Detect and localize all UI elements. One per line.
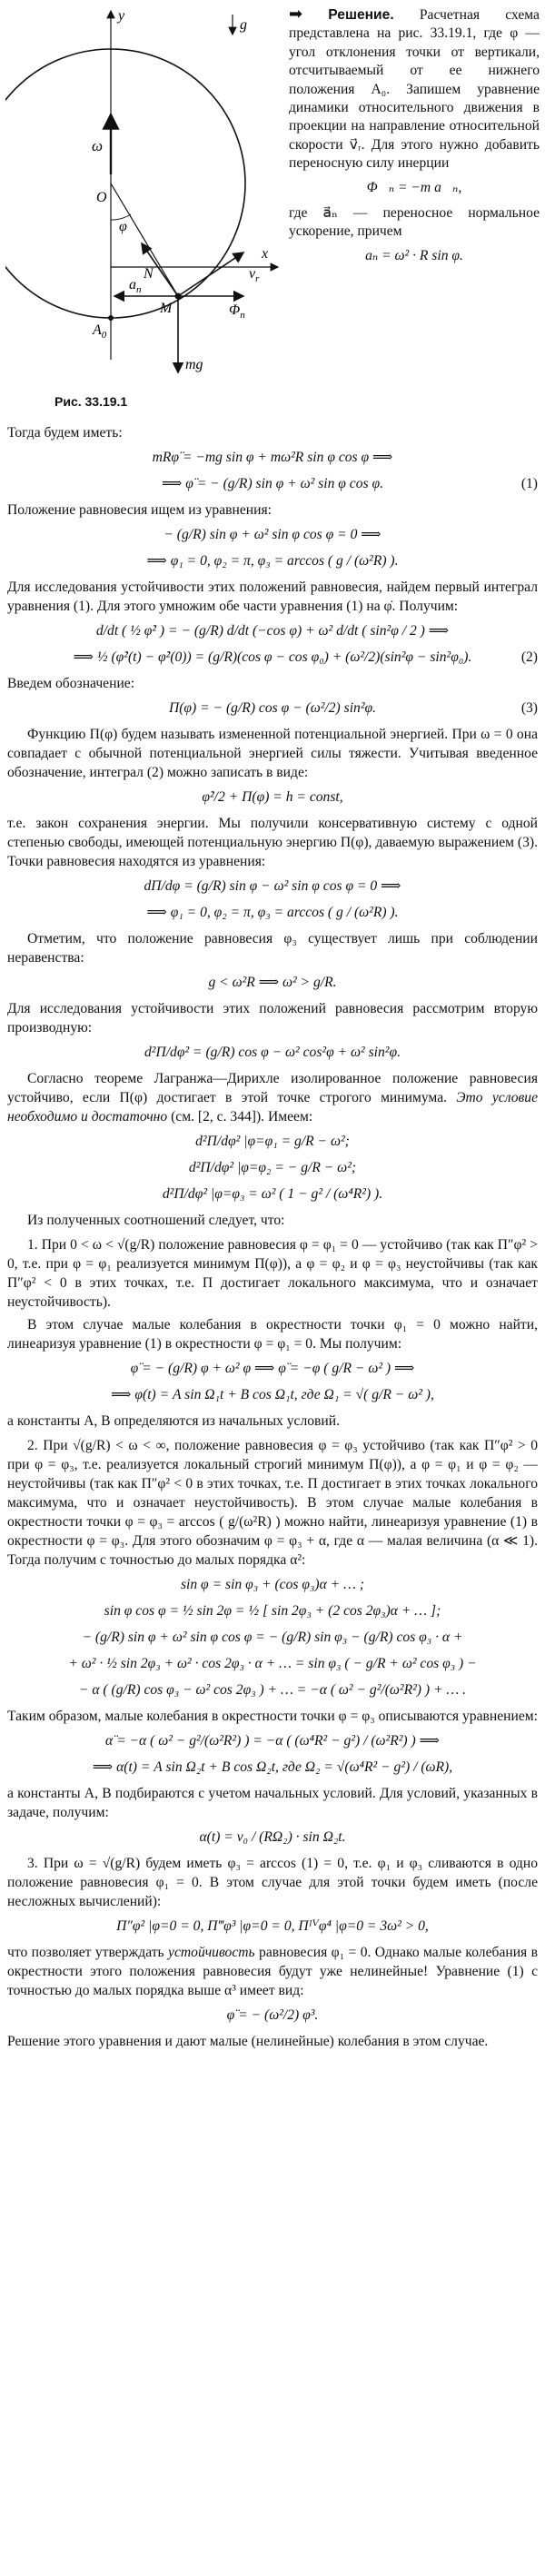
arrow-icon: ➡ xyxy=(289,5,303,24)
point-a0 xyxy=(108,315,114,321)
figure-caption: Рис. 33.19.1 xyxy=(54,394,128,409)
eq-inertia: Φ⃗ₙ = −m a⃗ₙ, xyxy=(366,179,462,195)
emphasis: Это условие необходимо и достаточно xyxy=(7,1090,538,1125)
solution-where: где a⃗ₙ — переносное нормальное ускорение, причем xyxy=(289,205,540,240)
mg-label: mg xyxy=(185,357,203,372)
equation: α̈ = −α ( ω² − g²/(ω²R²) ) = −α ( (ω⁴R² − g²) / (ω²R²) ) ⟹ xyxy=(105,1733,440,1749)
equation: ⟹ φ(t) = A sin Ω₁t + B cos Ω₁t, где Ω₁ = √( g/R − ω² ), xyxy=(111,1387,434,1402)
equation: Π″φ² |φ=0 = 0, Π‴φ³ |φ=0 = 0, Πᴵⱽφ⁴ |φ=0 = 3ω² > 0, xyxy=(116,1918,429,1934)
paragraph: Решение этого уравнения и дают малые (нелинейные) колебания в этом случае. xyxy=(7,2034,489,2049)
origin-label: O xyxy=(96,190,107,205)
equation: − α ( (g/R) cos φ₃ − ω² cos 2φ₃ ) + … = −α ( ω² − g²/(ω²R²) ) + … . xyxy=(78,1682,467,1698)
equation: mRφ̈ = −mg sin φ + mω²R sin φ cos φ ⟹ xyxy=(152,450,393,465)
paragraph: Из полученных соотношений следует, что: xyxy=(27,1213,285,1228)
n-label: N xyxy=(144,266,154,282)
paragraph: Таким образом, малые колебания в окрестности точки φ = φ₃ описываются уравнением: xyxy=(7,1709,538,1724)
equation: d²Π/dφ² = (g/R) cos φ − ω² cos²φ + ω² sin²φ. xyxy=(144,1045,401,1060)
paragraph: т.е. закон сохранения энергии. Мы получили консервативную систему с одной степенью свободы, имеющей потенциальную энергию Π(φ), даваемую выражением (3). Точки равновесия находятся из уравнения: xyxy=(7,816,538,869)
paragraph: Введем обозначение: xyxy=(7,676,135,691)
equation-1: ⟹ φ̈ = − (g/R) sin φ + ω² sin φ cos φ. (1) xyxy=(161,476,538,491)
paragraph: а константы A, B подбираются с учетом начальных условий. Для условий, указанных в задаче, получим: xyxy=(7,1786,538,1820)
equation: α(t) = v₀ / (RΩ₂) · sin Ω₂t. xyxy=(199,1829,346,1845)
eq-an: aₙ = ω² · R sin φ. xyxy=(365,247,463,263)
equation: d/dt ( ½ φ̇² ) = − (g/R) d/dt (−cos φ) + ω² d/dt ( sin²φ / 2 ) ⟹ xyxy=(95,623,450,639)
phi-label: φ xyxy=(119,219,127,234)
equation: sin φ = sin φ₃ + (cos φ₃)α + … ; xyxy=(180,1577,365,1592)
omega-label: ω xyxy=(92,137,104,154)
equation-number: (2) xyxy=(520,649,538,665)
equation-3: Π(φ) = − (g/R) cos φ − (ω²/2) sin²φ. (3) xyxy=(168,700,538,716)
equation: sin φ cos φ = ½ sin 2φ = ½ [ sin 2φ₃ + (2 cos 2φ₃)α + … ]; xyxy=(104,1603,441,1619)
equation: − (g/R) sin φ + ω² sin φ cos φ = − (g/R) sin φ₃ − (g/R) cos φ₃ · α + xyxy=(82,1630,463,1645)
solution-heading: Решение. xyxy=(328,7,394,23)
paragraph: Функцию Π(φ) будем называть измененной потенциальной энергией. При ω = 0 она совпадает с обычной потенциальной энергией силы тяжести. Учитывая введенное обозначение, интеграл (2) можно записать в виде: xyxy=(7,727,538,780)
x-axis-label: x xyxy=(262,246,269,262)
paragraph: Согласно теореме Лагранжа—Дирихле изолированное положение равновесия устойчиво, если Π(φ) достигает в этой точке строгого минимума. Это условие необходимо и достаточно (см. [2, с. 344]). Имеем: xyxy=(7,1071,538,1125)
equation: d²Π/dφ² |φ=φ₁ = g/R − ω²; xyxy=(195,1134,350,1149)
g-label: g xyxy=(240,17,247,33)
equation: φ̈ = − (ω²/2) φ³. xyxy=(226,2007,319,2023)
equation: φ̇²/2 + Π(φ) = h = const, xyxy=(202,789,343,805)
point-m-label: M xyxy=(160,301,173,316)
paragraph: Отметим, что положение равновесия φ₃ существует лишь при соблюдении неравенства: xyxy=(7,931,538,966)
equation: d²Π/dφ² |φ=φ₃ = ω² ( 1 − g² / (ω⁴R²) ). xyxy=(162,1186,383,1202)
solution-body xyxy=(7,423,538,2056)
vr-label: $v_r$ xyxy=(249,266,260,284)
paragraph: В этом случае малые колебания в окрестности точки φ₁ = 0 можно найти, линеаризуя уравнение (1) в окрестности φ = φ₁ = 0. Мы получим: xyxy=(7,1317,538,1352)
equation-2: ⟹ ½ (φ̇²(t) − φ̇²(0)) = (g/R)(cos φ − cos φ₀) + (ω²/2)(sin²φ − sin²φ₀). (2) xyxy=(73,649,538,665)
equation: ⟹ φ₁ = 0, φ₂ = π, φ₃ = arccos ( g / (ω²R) ). xyxy=(146,553,399,569)
equation: ⟹ φ₁ = 0, φ₂ = π, φ₃ = arccos ( g / (ω²R) ). xyxy=(146,905,399,920)
paragraph: Для исследования устойчивости этих положений равновесия рассмотрим вторую производную: xyxy=(7,1001,538,1035)
equation: φ̈ = − (g/R) φ + ω² φ ⟹ φ̈ = −φ ( g/R − ω² ) ⟹ xyxy=(130,1361,415,1376)
equation: g < ω²R ⟹ ω² > g/R. xyxy=(208,975,337,990)
equation: − (g/R) sin φ + ω² sin φ cos φ = 0 ⟹ xyxy=(164,527,382,542)
emphasis: устойчивость xyxy=(168,1945,255,1960)
phi-arc xyxy=(111,214,131,220)
list-item: 2. При √(g/R) < ω < ∞, положение равновесия φ = φ₃ устойчиво (так как Π″φ² > 0 при φ = φ₃, т.е. реализуется локальный строгий минимум Π(φ)), а φ = φ₁ и φ = φ₂ — неустойчивы (так как Π″φ² < 0 в этих точках, т.е. Π достигает в этих точках локального максимума, что и означает неустойчивость). В этом случае малые колебания в окрестности точки φ = φ₃ = arccos ( g/(ω²R) ) можно найти, линеаризуя уравнение (1) в окрестности φ = φ₃. Для этого обозначим φ = φ₃ + α, где α — малая величина (α ≪ 1). Тогда получим с точностью до малых порядка α²: xyxy=(7,1438,538,1568)
equation-number: (3) xyxy=(520,700,538,716)
phin-label: $\Phi_n$ xyxy=(229,302,245,321)
ring-circle xyxy=(5,49,245,318)
solution-intro xyxy=(289,5,540,272)
equation: + ω² · ½ sin 2φ₃ + ω² · cos 2φ₃ · α + … = sin φ₃ ( − g/R + ω² cos φ₃ ) − xyxy=(68,1656,477,1671)
y-axis-label: y xyxy=(118,8,125,24)
list-item: 1. При 0 < ω < √(g/R) положение равновесия φ = φ₁ = 0 — устойчиво (так как Π″φ² > 0, т.е. при φ = φ₁ реализуется минимум Π(φ)), а φ = φ₂ и φ = φ₃ неустойчивы (так как Π″φ² < 0 в этих точках, т.е. Π достигает локального максимума, что и означает неустойчивость). xyxy=(7,1237,538,1310)
paragraph: а константы A, B определяются из начальных условий. xyxy=(7,1413,340,1429)
paragraph: Положение равновесия ищем из уравнения: xyxy=(7,502,272,518)
equation: ⟹ α(t) = A sin Ω₂t + B cos Ω₂t, где Ω₂ = √(ω⁴R² − g²) / (ωR), xyxy=(92,1759,453,1775)
vr-vector xyxy=(178,253,243,296)
an-label: $a_n$ xyxy=(129,277,142,295)
paragraph: что позволяет утверждать устойчивость равновесия φ₁ = 0. Однако малые колебания в окрестности этого положения равновесия будут уже нелинейные! Уравнение (1) с точностью до малых порядка выше α³ имеет вид: xyxy=(7,1945,538,1998)
point-a0-label: $A_0$ xyxy=(93,322,107,341)
paragraph: Для исследования устойчивости этих положений равновесия, найдем первый интеграл уравнения (1). Для этого умножим обе части уравнения (1) на φ̇. Получим: xyxy=(7,580,538,614)
equation-number: (1) xyxy=(520,476,538,491)
paragraph: Тогда будем иметь: xyxy=(7,425,123,441)
figure-diagram xyxy=(5,5,282,391)
equation: dΠ/dφ = (g/R) sin φ − ω² sin φ cos φ = 0 ⟹ xyxy=(144,878,401,894)
solution-intro-text: Расчетная схема представлена на рис. 33.19.1, где φ — угол отклонения точки от вертикали, отсчитываемый от ее нижнего положения A₀. Запишем уравнение динамики относительного движения в проекции на направление относительной скорости v⃗ᵣ. Для этого нужно добавить переносную силу инерции xyxy=(289,7,540,172)
equation: d²Π/dφ² |φ=φ₂ = − g/R − ω²; xyxy=(188,1160,357,1175)
list-item: 3. При ω = √(g/R) будем иметь φ₃ = arccos (1) = 0, т.е. φ₁ и φ₃ сливаются в одно положение равновесия φ₁ = 0. В этом случае для этой точки будем иметь (после несложных вычислений): xyxy=(7,1856,538,1909)
